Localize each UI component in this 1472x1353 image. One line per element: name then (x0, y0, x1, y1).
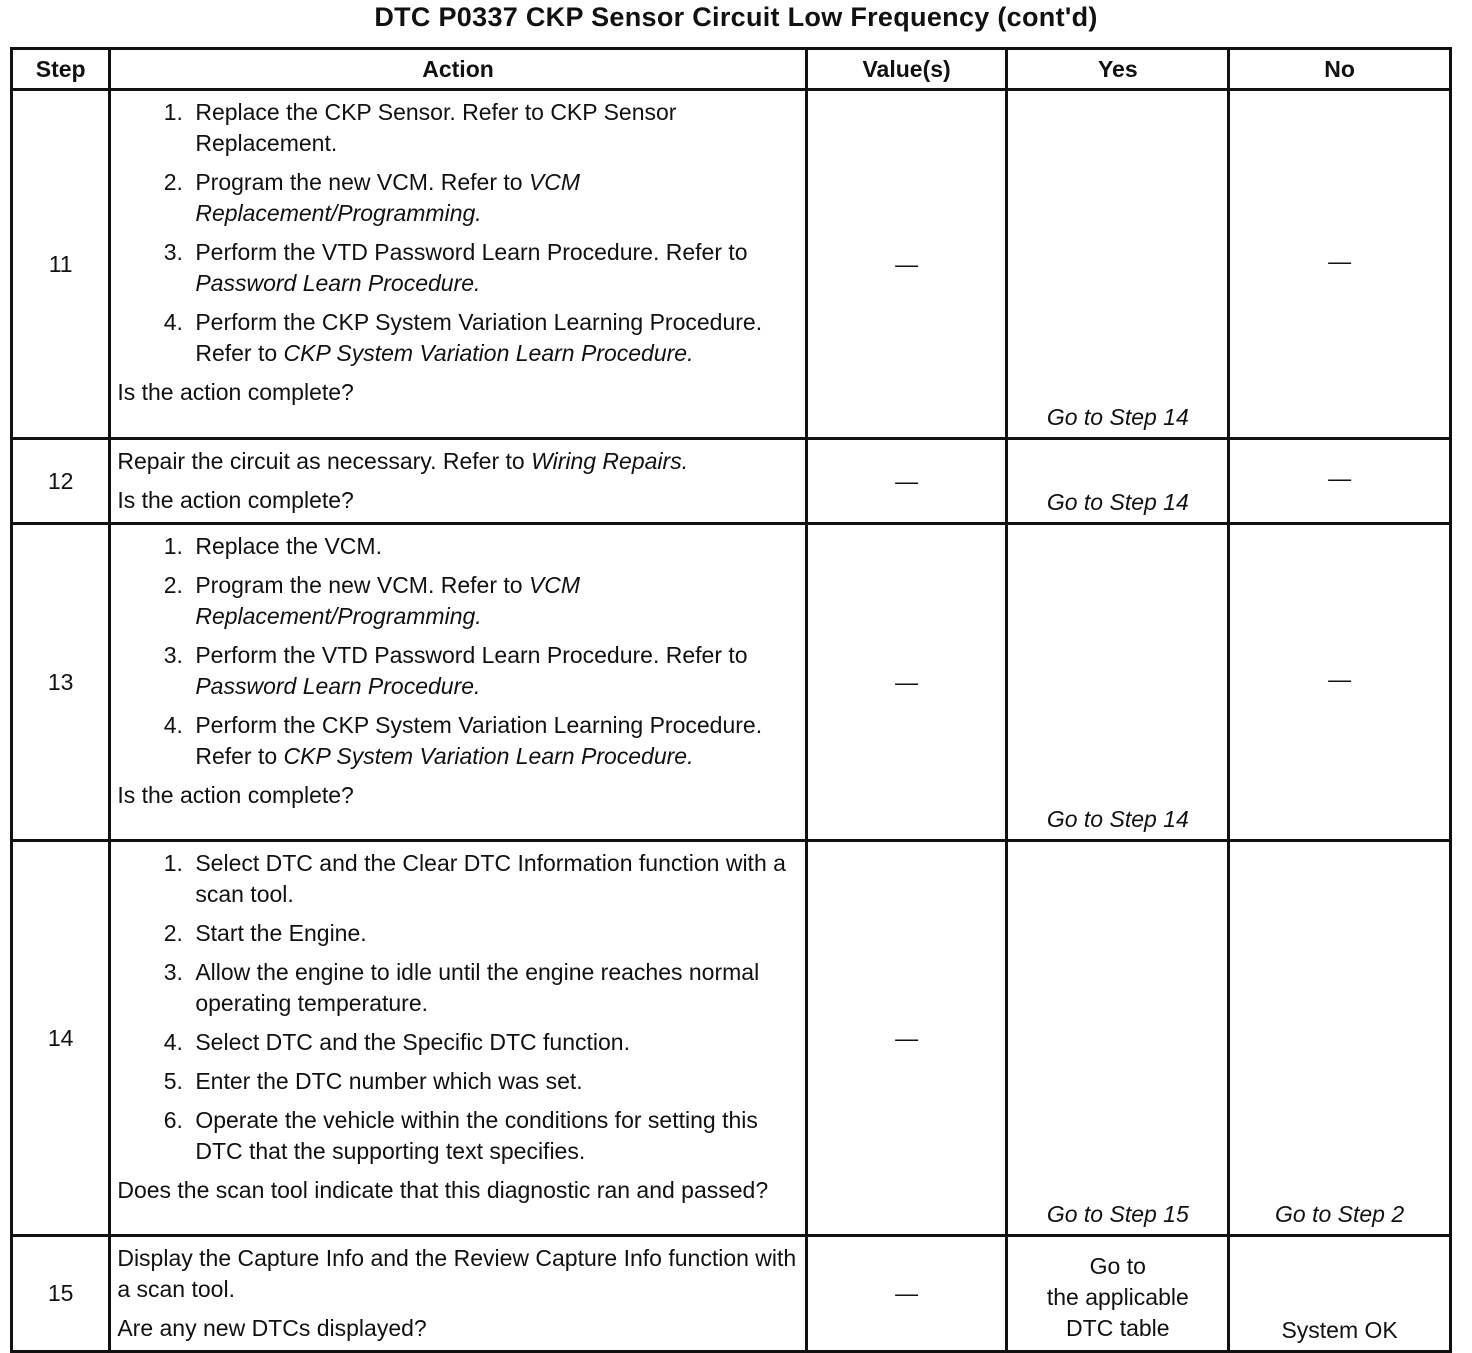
yes-line: Go to (1089, 1253, 1146, 1279)
reference-link: VCM Replacement/Programming. (195, 572, 581, 629)
reference-link: Wiring Repairs. (531, 448, 689, 474)
action-question: Does the scan tool indicate that this diagnostic ran and passed? (117, 1177, 769, 1203)
reference-link: VCM Replacement/Programming. (195, 169, 581, 226)
no-cell: — (1229, 524, 1451, 841)
header-no: No (1229, 49, 1451, 90)
list-item: 3. Perform the VTD Password Learn Procedure. Refer to Password Learn Procedure. (189, 237, 796, 299)
action-cell (110, 90, 806, 439)
yes-line: the applicable (1046, 1284, 1189, 1310)
no-cell: — (1229, 439, 1451, 524)
list-item: 6. Operate the vehicle within the conditions for setting this DTC that the supporting text specifies. (189, 1105, 796, 1167)
action-cell (110, 1236, 806, 1352)
action-cell (110, 841, 806, 1236)
table-row-step-14 (12, 841, 1451, 1236)
list-item: 4. Select DTC and the Specific DTC function. (189, 1027, 796, 1058)
reference-link: Password Learn Procedure. (195, 270, 481, 296)
no-cell: — (1229, 90, 1451, 439)
list-item: 3. Perform the VTD Password Learn Procedure. Refer to Password Learn Procedure. (189, 640, 796, 702)
reference-link: CKP System Variation Learn Procedure. (283, 340, 694, 366)
list-item: 1. Replace the VCM. (189, 531, 796, 562)
list-item: 1. Select DTC and the Clear DTC Information function with a scan tool. (189, 848, 796, 910)
action-paragraph: Repair the circuit as necessary. Refer to Wiring Repairs. (117, 448, 689, 474)
list-item: 2. Program the new VCM. Refer to VCM Replacement/Programming. (189, 570, 796, 632)
step-number: 13 (12, 524, 110, 841)
action-question: Is the action complete? (117, 487, 354, 513)
action-cell (110, 524, 806, 841)
yes-cell: Go to Step 14 (1007, 90, 1229, 439)
page-title: DTC P0337 CKP Sensor Circuit Low Frequency (cont'd) (374, 2, 1098, 32)
value-cell: — (806, 524, 1007, 841)
value-cell: — (806, 1236, 1007, 1352)
yes-cell (1007, 1236, 1229, 1352)
step-number: 14 (12, 841, 110, 1236)
list-item: 4. Perform the CKP System Variation Learning Procedure. Refer to CKP System Variation Learn Procedure. (189, 710, 796, 772)
reference-link: CKP System Variation Learn Procedure. (283, 743, 694, 769)
list-item: 3. Allow the engine to idle until the engine reaches normal operating temperature. (189, 957, 796, 1019)
action-list (117, 531, 796, 772)
value-cell: — (806, 841, 1007, 1236)
dtc-table (10, 47, 1452, 1353)
action-list (117, 848, 796, 1167)
yes-cell: Go to Step 14 (1007, 524, 1229, 841)
header-action: Action (110, 49, 806, 90)
table-row-step-15 (12, 1236, 1451, 1352)
step-number: 11 (12, 90, 110, 439)
action-question: Are any new DTCs displayed? (117, 1315, 427, 1341)
value-cell: — (806, 439, 1007, 524)
value-cell: — (806, 90, 1007, 439)
action-question: Is the action complete? (117, 782, 354, 808)
step-number: 12 (12, 439, 110, 524)
action-question: Is the action complete? (117, 379, 354, 405)
table-row-step-13 (12, 524, 1451, 841)
header-yes: Yes (1007, 49, 1229, 90)
action-cell (110, 439, 806, 524)
yes-line: DTC table (1066, 1315, 1170, 1341)
list-item: 5. Enter the DTC number which was set. (189, 1066, 796, 1097)
header-step: Step (12, 49, 110, 90)
reference-link: Password Learn Procedure. (195, 673, 481, 699)
list-item: 4. Perform the CKP System Variation Learning Procedure. Refer to CKP System Variation Learn Procedure. (189, 307, 796, 369)
header-values: Value(s) (806, 49, 1007, 90)
action-paragraph: Display the Capture Info and the Review Capture Info function with a scan tool. (117, 1245, 797, 1302)
list-item: 1. Replace the CKP Sensor. Refer to CKP Sensor Replacement. (189, 97, 796, 159)
list-item: 2. Start the Engine. (189, 918, 796, 949)
step-number: 15 (12, 1236, 110, 1352)
action-list (117, 97, 796, 369)
yes-cell: Go to Step 15 (1007, 841, 1229, 1236)
table-row-step-12 (12, 439, 1451, 524)
table-header-row (12, 49, 1451, 90)
list-item: 2. Program the new VCM. Refer to VCM Replacement/Programming. (189, 167, 796, 229)
no-cell: Go to Step 2 (1229, 841, 1451, 1236)
no-cell: System OK (1229, 1236, 1451, 1352)
yes-cell: Go to Step 14 (1007, 439, 1229, 524)
table-row-step-11 (12, 90, 1451, 439)
